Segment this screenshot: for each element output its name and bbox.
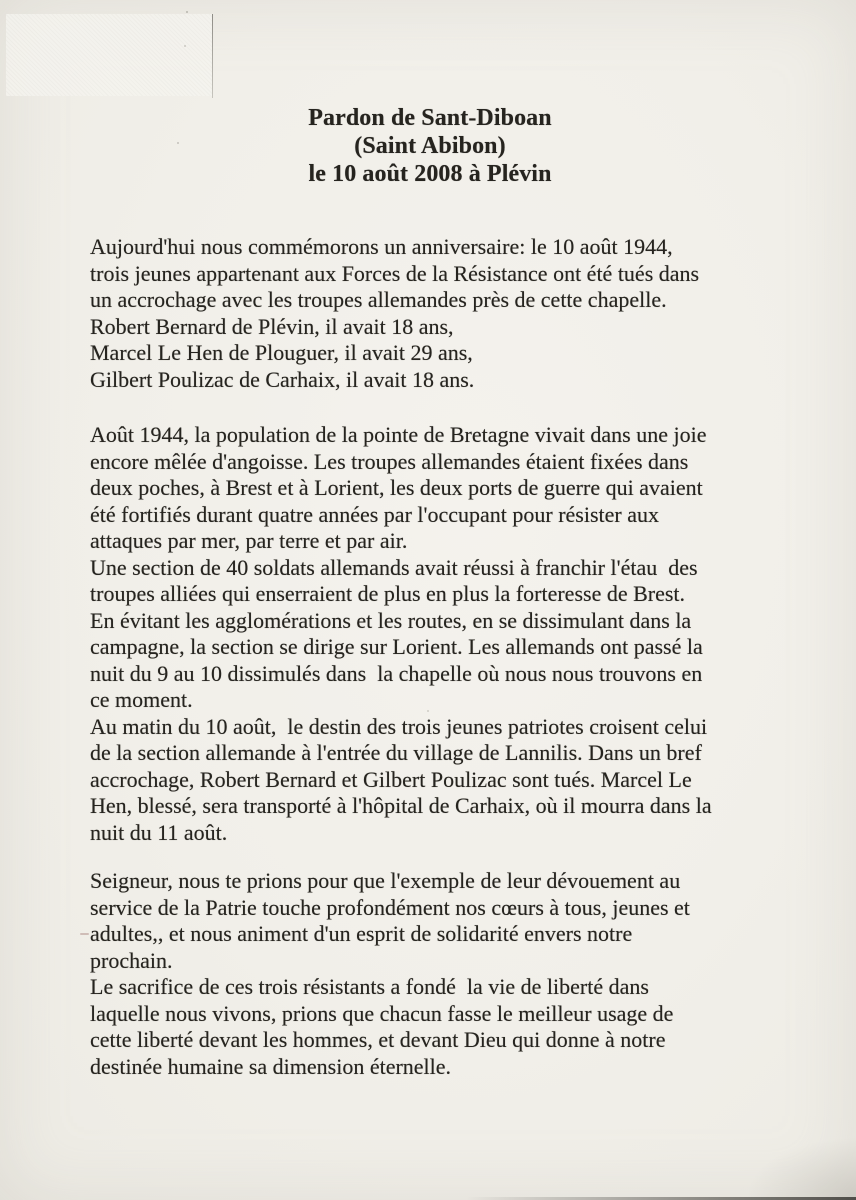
text-line: service de la Patrie touche profondément nos cœurs à tous, jeunes et: [90, 894, 690, 920]
scan-speck: [184, 45, 186, 47]
text-line: Gilbert Poulizac de Carhaix, il avait 18 ans.: [90, 366, 475, 392]
text-line: Robert Bernard de Plévin, il avait 18 ans,: [90, 313, 454, 339]
text-line: nuit du 11 août.: [90, 819, 228, 845]
scan-speck: [186, 11, 188, 13]
title-line-1: Pardon de Sant-Diboan: [308, 105, 552, 131]
text-line: Hen, blessé, sera transporté à l'hôpital de Carhaix, où il mourra dans la: [90, 793, 712, 818]
text-line: un accrochage avec les troupes allemandes près de cette chapelle.: [90, 287, 667, 312]
text-line: cette liberté devant les hommes, et devant Dieu qui donne à notre: [90, 1027, 666, 1052]
scan-speck: [80, 933, 89, 935]
text-line: Au matin du 10 août, le destin des trois jeunes patriotes croisent celui: [90, 713, 708, 739]
text-line: été fortifiés durant quatre années par l'occupant pour résister aux: [90, 501, 660, 527]
text-line: troupes alliées qui enserraient de plus en plus la forteresse de Brest.: [90, 581, 686, 606]
document-title: [90, 104, 770, 188]
text-line: de la section allemande à l'entrée du village de Lannilis. Dans un bref: [90, 740, 702, 765]
scan-artifact-line: [212, 14, 213, 98]
title-line-3: le 10 août 2008 à Plévin: [308, 161, 552, 187]
text-line: Août 1944, la population de la pointe de Bretagne vivait dans une joie: [90, 422, 707, 447]
text-line: accrochage, Robert Bernard et Gilbert Poulizac sont tués. Marcel Le: [90, 766, 692, 792]
title-line-2: (Saint Abibon): [354, 133, 506, 159]
scan-artifact-rectangle: [6, 14, 212, 96]
text-line: destinée humaine sa dimension éternelle.: [90, 1053, 452, 1079]
text-line: Le sacrifice de ces trois résistants a fondé la vie de liberté dans: [90, 974, 649, 999]
text-line: nuit du 9 au 10 dissimulés dans la chapelle où nous nous trouvons en: [90, 660, 703, 686]
paragraph-prayer: [90, 868, 780, 1080]
text-line: Une section de 40 soldats allemands avait réussi à franchir l'étau des: [90, 554, 698, 580]
text-line: Aujourd'hui nous commémorons un anniversaire: le 10 août 1944,: [90, 234, 673, 259]
text-line: Seigneur, nous te prions pour que l'exemple de leur dévouement au: [90, 868, 681, 893]
text-line: attaques par mer, par terre et par air.: [90, 528, 408, 553]
text-line: laquelle nous vivons, prions que chacun fasse le meilleur usage de: [90, 1000, 674, 1026]
scan-corner-shade: [746, 1137, 856, 1197]
text-line: prochain.: [90, 947, 173, 973]
paragraph-commemoration: [90, 234, 780, 393]
text-line: encore mêlée d'angoisse. Les troupes allemandes étaient fixées dans: [90, 448, 689, 474]
text-line: ce moment.: [90, 687, 193, 712]
text-line: trois jeunes appartenant aux Forces de la Résistance ont été tués dans: [90, 260, 700, 286]
text-line: Marcel Le Hen de Plouguer, il avait 29 ans,: [90, 340, 473, 365]
text-line: En évitant les agglomérations et les routes, en se dissimulant dans la: [90, 607, 692, 633]
paragraph-history: [90, 422, 780, 846]
text-line: deux poches, à Brest et à Lorient, les deux ports de guerre qui avaient: [90, 475, 703, 500]
document-body: [90, 234, 780, 1080]
text-line: campagne, la section se dirige sur Lorient. Les allemands ont passé la: [90, 634, 703, 659]
text-line: adultes,, et nous animent d'un esprit de solidarité envers notre: [90, 921, 633, 946]
